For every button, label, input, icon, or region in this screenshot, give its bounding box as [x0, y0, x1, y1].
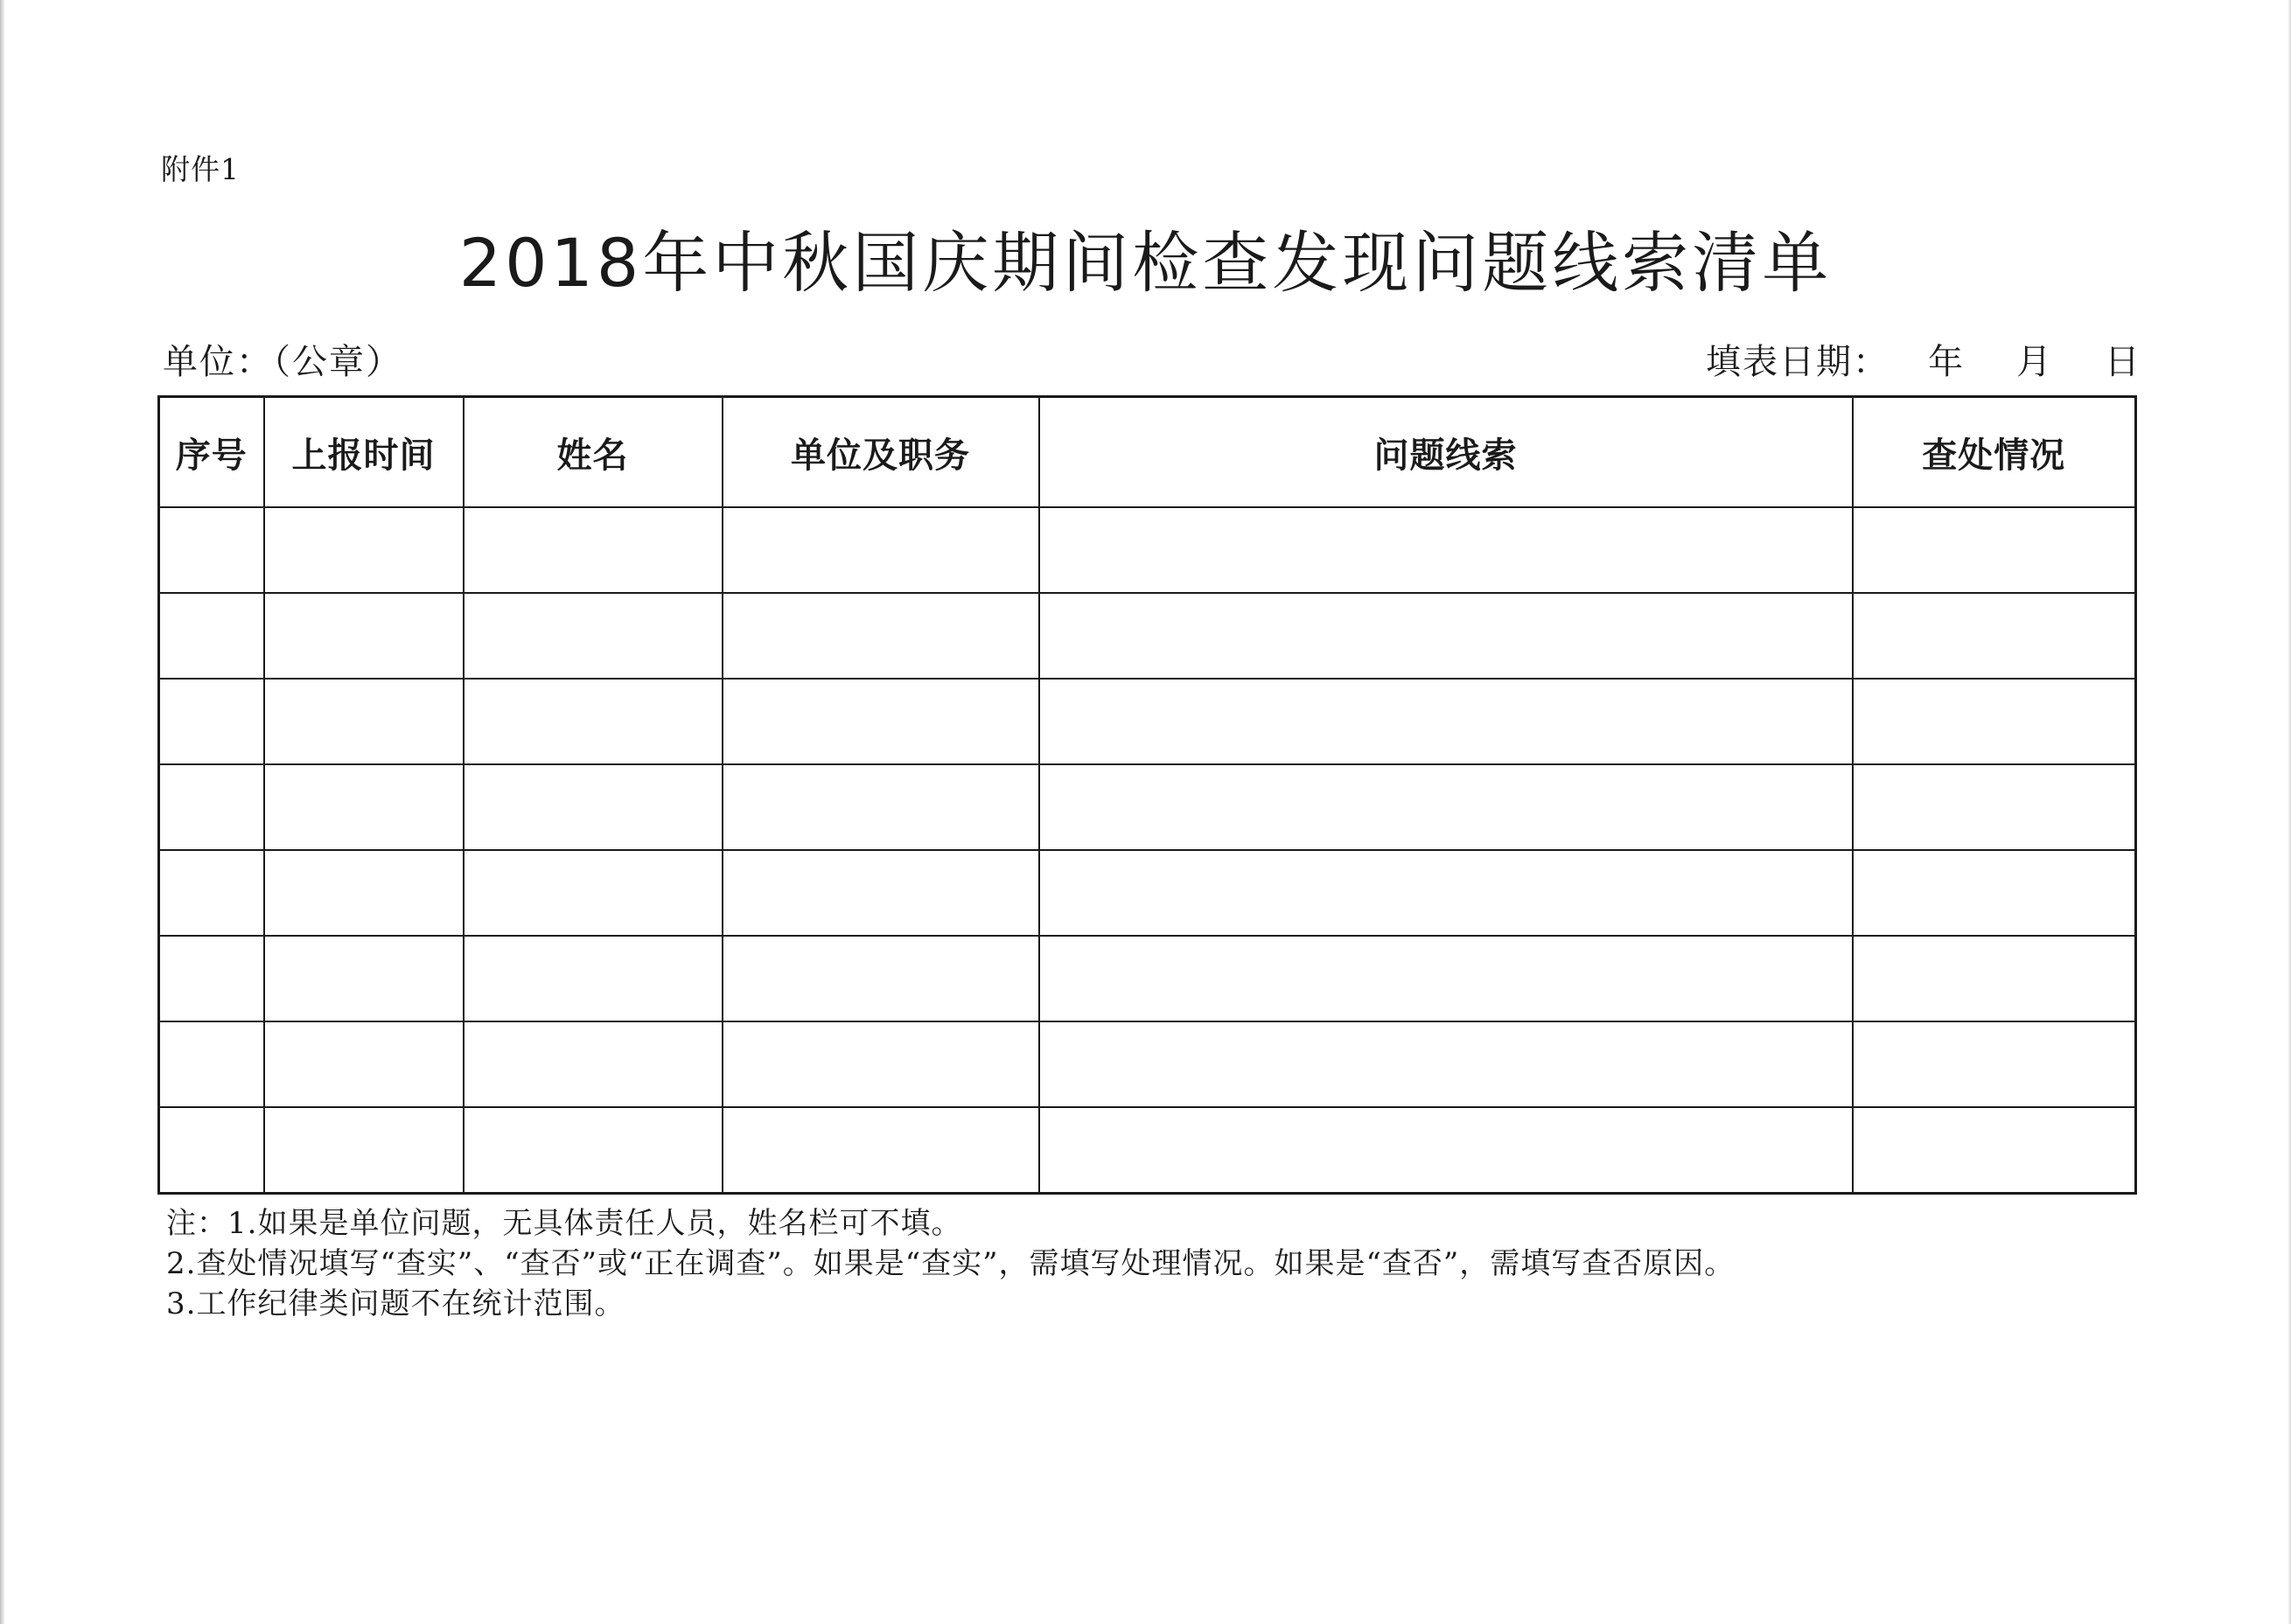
table-cell[interactable]	[264, 764, 464, 850]
fill-date-label: 填表日期：	[1706, 342, 1889, 382]
table-cell[interactable]	[723, 850, 1039, 936]
unit-seal-label: 单位：（公章）	[163, 342, 402, 382]
table-cell[interactable]	[264, 593, 464, 679]
table-cell[interactable]	[159, 764, 264, 850]
fill-date-day: 日	[2104, 342, 2141, 382]
table-cell[interactable]	[464, 593, 723, 679]
table-cell[interactable]	[723, 679, 1039, 764]
table-cell[interactable]	[723, 764, 1039, 850]
table-header-row	[159, 397, 2136, 508]
table-cell[interactable]	[264, 1107, 464, 1194]
table-row	[159, 1021, 2136, 1107]
note-item-2: 2.查处情况填写“查实”、“查否”或“正在调查”。如果是“查实”，需填写处理情况。如果是“查否”，需填写查否原因。	[166, 1246, 1736, 1281]
table-cell[interactable]	[1039, 764, 1853, 850]
table-row	[159, 507, 2136, 593]
table-cell[interactable]	[1039, 507, 1853, 593]
attachment-label: 附件1	[161, 152, 240, 186]
column-header-unit-position: 单位及职务	[723, 397, 1039, 508]
table-cell[interactable]	[159, 507, 264, 593]
table-cell[interactable]	[159, 850, 264, 936]
table-cell[interactable]	[159, 936, 264, 1021]
table-cell[interactable]	[1039, 1021, 1853, 1107]
table-cell[interactable]	[264, 936, 464, 1021]
table-cell[interactable]	[1853, 936, 2136, 1021]
table-cell[interactable]	[159, 1021, 264, 1107]
table-cell[interactable]	[1853, 1107, 2136, 1194]
table-row	[159, 764, 2136, 850]
table-cell[interactable]	[464, 1021, 723, 1107]
table-cell[interactable]	[1853, 764, 2136, 850]
table-cell[interactable]	[1853, 850, 2136, 936]
table-cell[interactable]	[264, 850, 464, 936]
table-cell[interactable]	[723, 1021, 1039, 1107]
table-cell[interactable]	[723, 936, 1039, 1021]
table-row	[159, 850, 2136, 936]
table-row	[159, 936, 2136, 1021]
table-cell[interactable]	[159, 1107, 264, 1194]
table-cell[interactable]	[464, 764, 723, 850]
table-cell[interactable]	[1853, 1021, 2136, 1107]
table-cell[interactable]	[159, 679, 264, 764]
table-cell[interactable]	[464, 850, 723, 936]
table-cell[interactable]	[464, 507, 723, 593]
page-title: 2018年中秋国庆期间检查发现问题线索清单	[458, 224, 1833, 302]
note-item-1: 注：1.如果是单位问题，无具体责任人员，姓名栏可不填。	[166, 1206, 962, 1241]
column-header-handling-status: 查处情况	[1853, 397, 2136, 508]
table-cell[interactable]	[1039, 1107, 1853, 1194]
table-cell[interactable]	[723, 507, 1039, 593]
fill-date-year: 年	[1928, 342, 1966, 382]
table-cell[interactable]	[1039, 679, 1853, 764]
column-header-name: 姓名	[464, 397, 723, 508]
notes-section	[166, 1203, 1735, 1324]
table-row	[159, 593, 2136, 679]
table-cell[interactable]	[264, 679, 464, 764]
table-cell[interactable]	[1853, 593, 2136, 679]
table-cell[interactable]	[264, 507, 464, 593]
column-header-report-time: 上报时间	[264, 397, 464, 508]
issue-clue-table	[157, 395, 2137, 1195]
fill-date-line	[1706, 334, 2141, 384]
table-cell[interactable]	[1853, 679, 2136, 764]
table-row	[159, 679, 2136, 764]
note-item-3: 3.工作纪律类问题不在统计范围。	[166, 1286, 625, 1321]
table-row	[159, 1107, 2136, 1194]
table-cell[interactable]	[1039, 850, 1853, 936]
table-cell[interactable]	[723, 593, 1039, 679]
table-cell[interactable]	[723, 1107, 1039, 1194]
table-cell[interactable]	[1039, 936, 1853, 1021]
table-cell[interactable]	[464, 936, 723, 1021]
column-header-issue-clue: 问题线索	[1039, 397, 1853, 508]
table-cell[interactable]	[264, 1021, 464, 1107]
column-header-serial: 序号	[159, 397, 264, 508]
table-cell[interactable]	[1039, 593, 1853, 679]
table-cell[interactable]	[464, 679, 723, 764]
table-cell[interactable]	[464, 1107, 723, 1194]
fill-date-month: 月	[2016, 342, 2054, 382]
table-cell[interactable]	[1853, 507, 2136, 593]
table-cell[interactable]	[159, 593, 264, 679]
